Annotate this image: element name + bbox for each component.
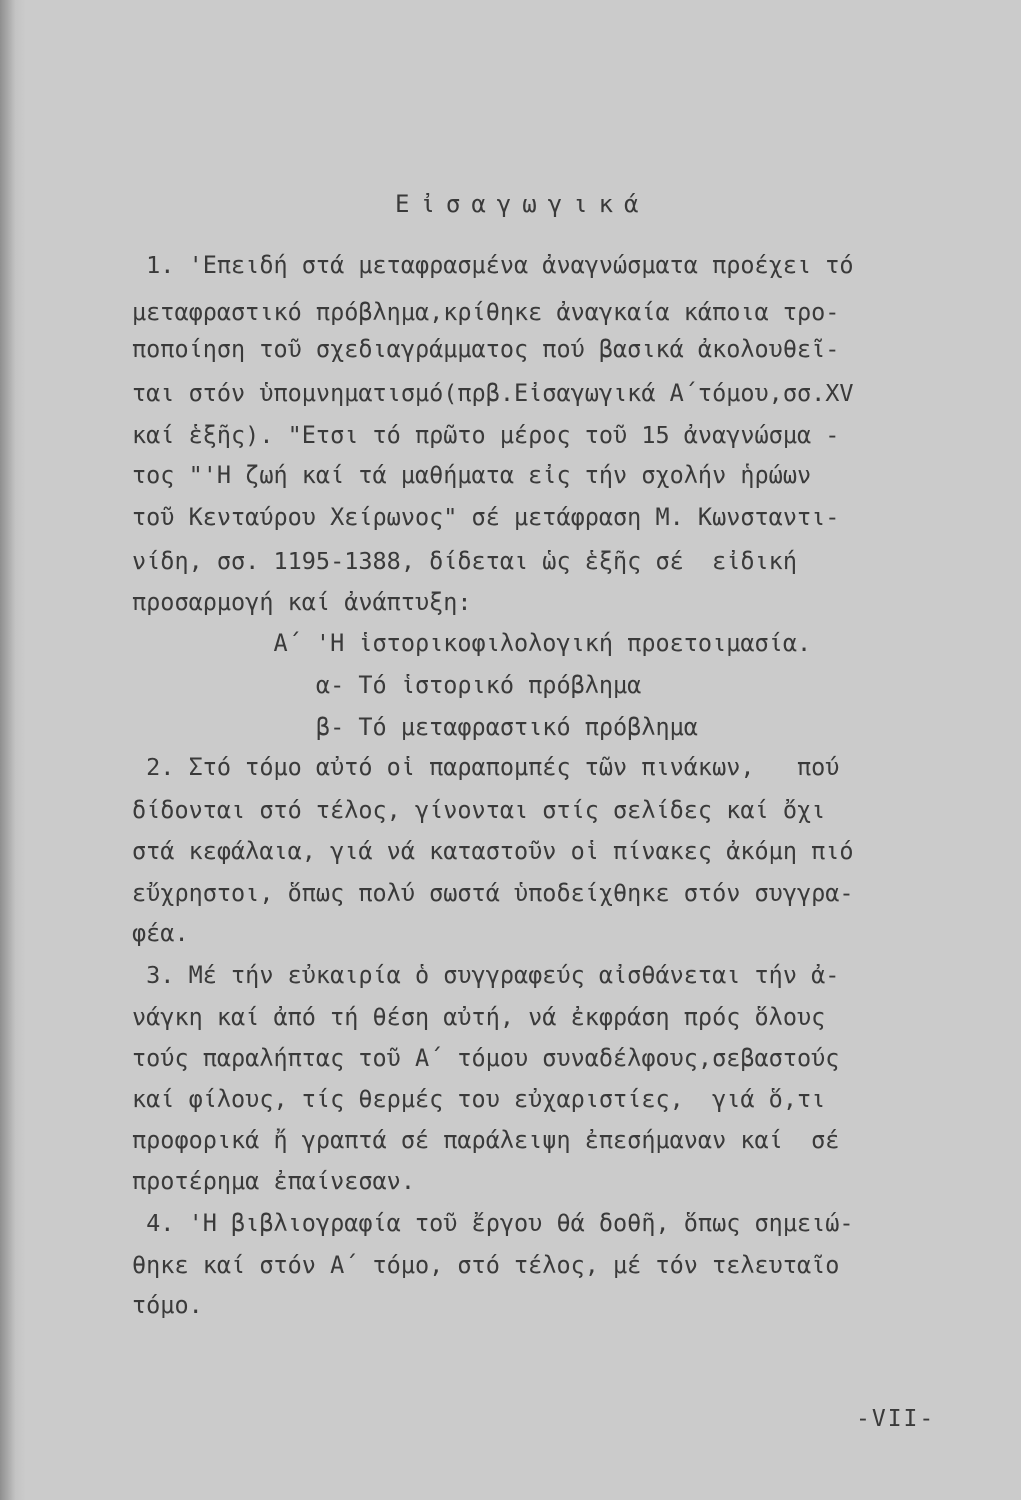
text-line: προφορικά ἤ γραπτά σέ παράλειψη ἐπεσήμαναν καί σέ: [132, 1126, 840, 1154]
text-line: καί ἑξῆς). "Ετσι τό πρῶτο μέρος τοῦ 15 ἀναγνώσμα -: [132, 421, 840, 449]
text-line: τος "'Η ζωή καί τά μαθήματα εἰς τήν σχολήν ἡρώων: [132, 461, 812, 489]
text-line: καί φίλους, τίς θερμές του εὐχαριστίες, γιά ὅ,τι: [132, 1085, 826, 1113]
text-line: προσαρμογή καί ἀνάπτυξη:: [132, 588, 472, 616]
text-line: προτέρημα ἐπαίνεσαν.: [132, 1167, 415, 1195]
text-line: ται στόν ὑπομνηματισμό(πρβ.Εἰσαγωγικά Α΄τόμου,σσ.XV: [132, 379, 854, 407]
text-line: μεταφραστικό πρόβλημα,κρίθηκε ἀναγκαία κάποια τρο-: [132, 298, 840, 326]
text-line: ποποίηση τοῦ σχεδιαγράμματος πού βασικά ἀκολουθεῖ-: [132, 335, 840, 363]
text-line: θηκε καί στόν Α΄ τόμο, στό τέλος, μέ τόν τελευταῖο: [132, 1251, 840, 1279]
text-line: 1. 'Επειδή στά μεταφρασμένα ἀναγνώσματα προέχει τό: [132, 251, 854, 279]
text-line: Α΄ 'Η ἱστορικοφιλολογική προετοιμασία.: [132, 629, 812, 657]
text-line: τόμο.: [132, 1291, 203, 1319]
text-line: νάγκη καί ἀπό τή θέση αὐτή, νά ἐκφράση πρός ὅλους: [132, 1003, 826, 1031]
text-line: δίδονται στό τέλος, γίνονται στίς σελίδες καί ὄχι: [132, 796, 826, 824]
text-line: 2. Στό τόμο αὐτό οἱ παραπομπές τῶν πινάκων, πού: [132, 753, 840, 781]
text-line: α- Τό ἱστορικό πρόβλημα: [132, 671, 642, 699]
text-line: 4. 'Η βιβλιογραφία τοῦ ἔργου θά δοθῆ, ὅπως σημειώ-: [132, 1209, 854, 1237]
text-line: τούς παραλήπτας τοῦ Α΄ τόμου συναδέλφους,σεβαστούς: [132, 1044, 840, 1072]
page-number: -VII-: [856, 1406, 936, 1432]
text-line: τοῦ Κενταύρου Χείρωνος" σέ μετάφραση Μ. Κωνσταντι-: [132, 503, 840, 531]
text-line: 3. Μέ τήν εὐκαιρία ὁ συγγραφεύς αἰσθάνεται τήν ἀ-: [132, 961, 840, 989]
text-line: φέα.: [132, 919, 189, 947]
text-line: εὔχρηστοι, ὅπως πολύ σωστά ὑποδείχθηκε στόν συγγρα-: [132, 879, 854, 907]
text-line: β- Τό μεταφραστικό πρόβλημα: [132, 713, 698, 741]
page-title: Εἰσαγωγικά: [395, 190, 650, 218]
text-line: στά κεφάλαια, γιά νά καταστοῦν οἱ πίνακες ἀκόμη πιό: [132, 837, 854, 865]
text-line: νίδη, σσ. 1195-1388, δίδεται ὡς ἑξῆς σέ εἰδική: [132, 547, 797, 575]
